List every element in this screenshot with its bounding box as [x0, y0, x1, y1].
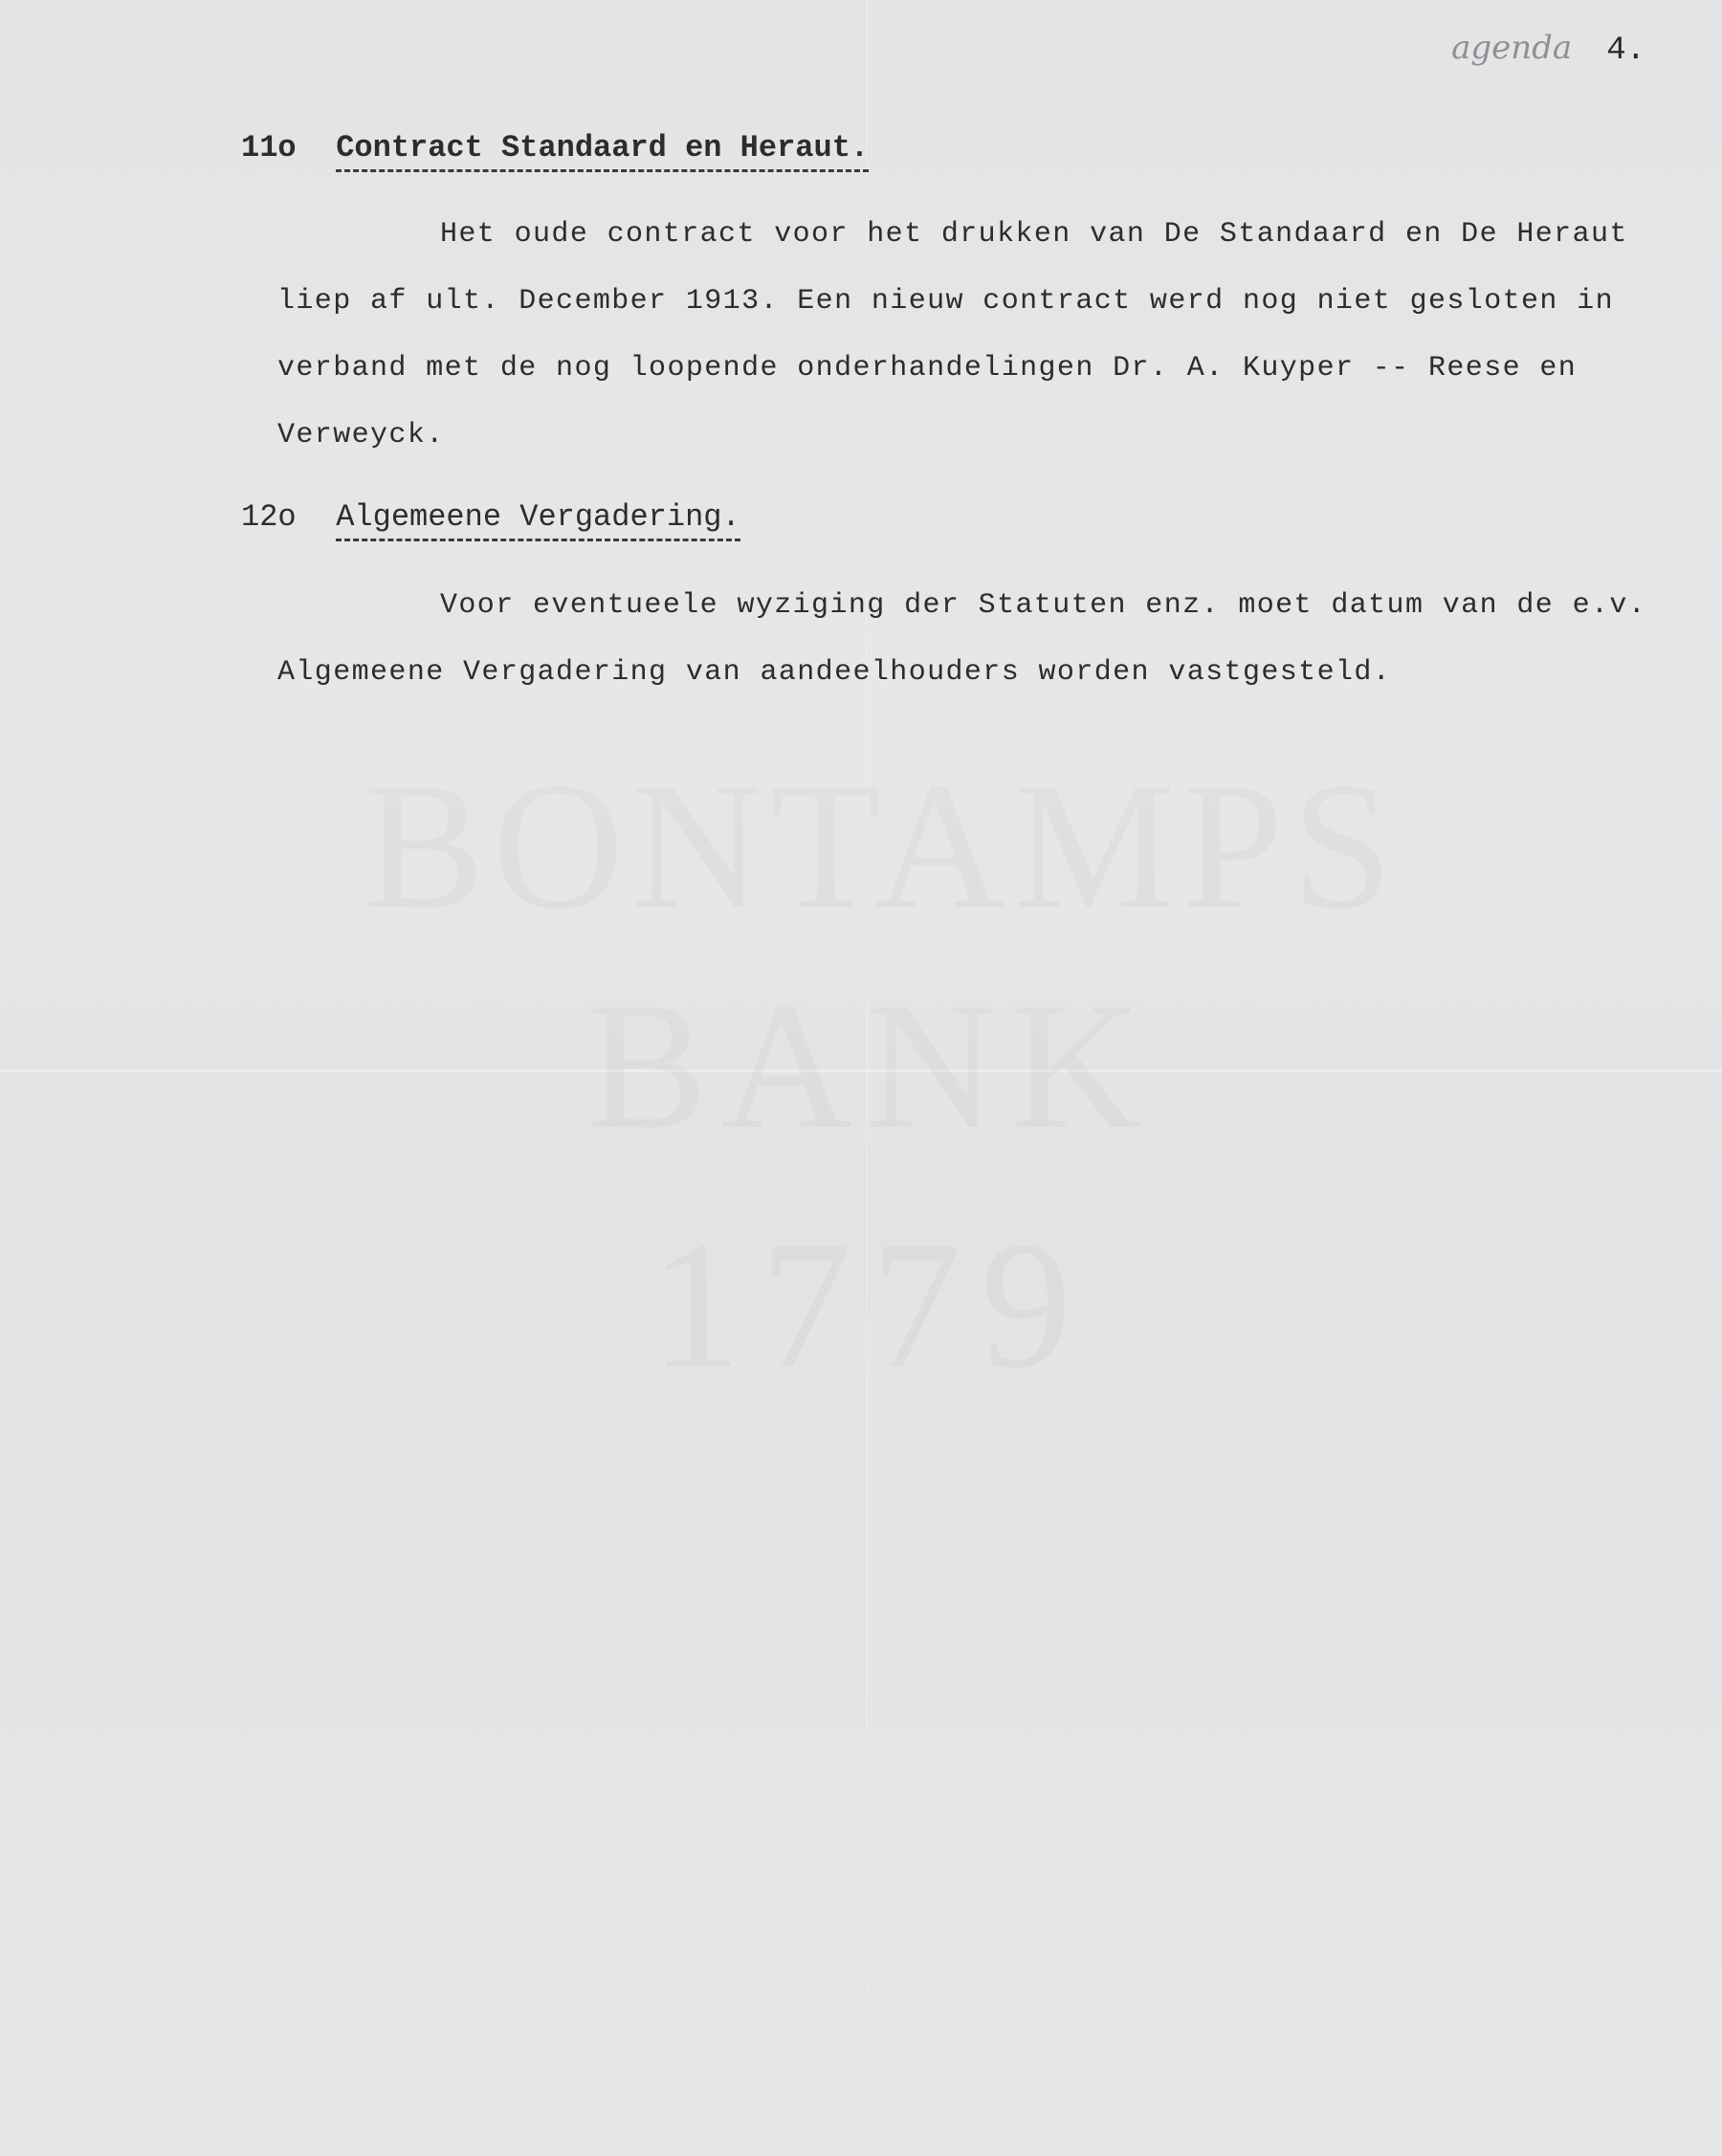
section-paragraph-12	[277, 572, 1647, 706]
section-title: Contract Standaard en Heraut.	[336, 130, 869, 172]
section-number: 12o	[241, 499, 297, 535]
section-heading-11	[241, 130, 869, 172]
page-number: 4.	[1606, 33, 1645, 69]
paragraph-line: Algemeene Vergadering van aandeelhouders worden vastgesteld.	[277, 656, 1392, 689]
section-heading-12	[241, 499, 740, 541]
handwritten-note: agenda	[1451, 29, 1573, 67]
section-title: Algemeene Vergadering.	[336, 499, 740, 541]
page-annotation	[1451, 29, 1645, 69]
watermark-line-3: 1779	[651, 1205, 1091, 1406]
paragraph-line: liep af ult. December 1913. Een nieuw contract werd nog niet gesloten in	[277, 285, 1615, 318]
watermark-line-2: BANK	[585, 966, 1156, 1167]
watermark-line-1: BONTAMPS	[364, 746, 1401, 947]
paragraph-line: Het oude contract voor het drukken van De Standaard en De Heraut	[440, 218, 1628, 251]
paragraph-line: Voor eventueele wyziging der Statuten enz. moet datum van de e.v.	[440, 589, 1647, 622]
watermark	[364, 746, 1401, 1406]
section-number: 11o	[241, 130, 297, 165]
paper-fold-horizontal	[0, 1069, 1722, 1072]
paragraph-line: Verweyck.	[277, 419, 445, 451]
paragraph-line: verband met de nog loopende onderhandelingen Dr. A. Kuyper -- Reese en	[277, 352, 1578, 385]
section-paragraph-11	[277, 201, 1628, 469]
